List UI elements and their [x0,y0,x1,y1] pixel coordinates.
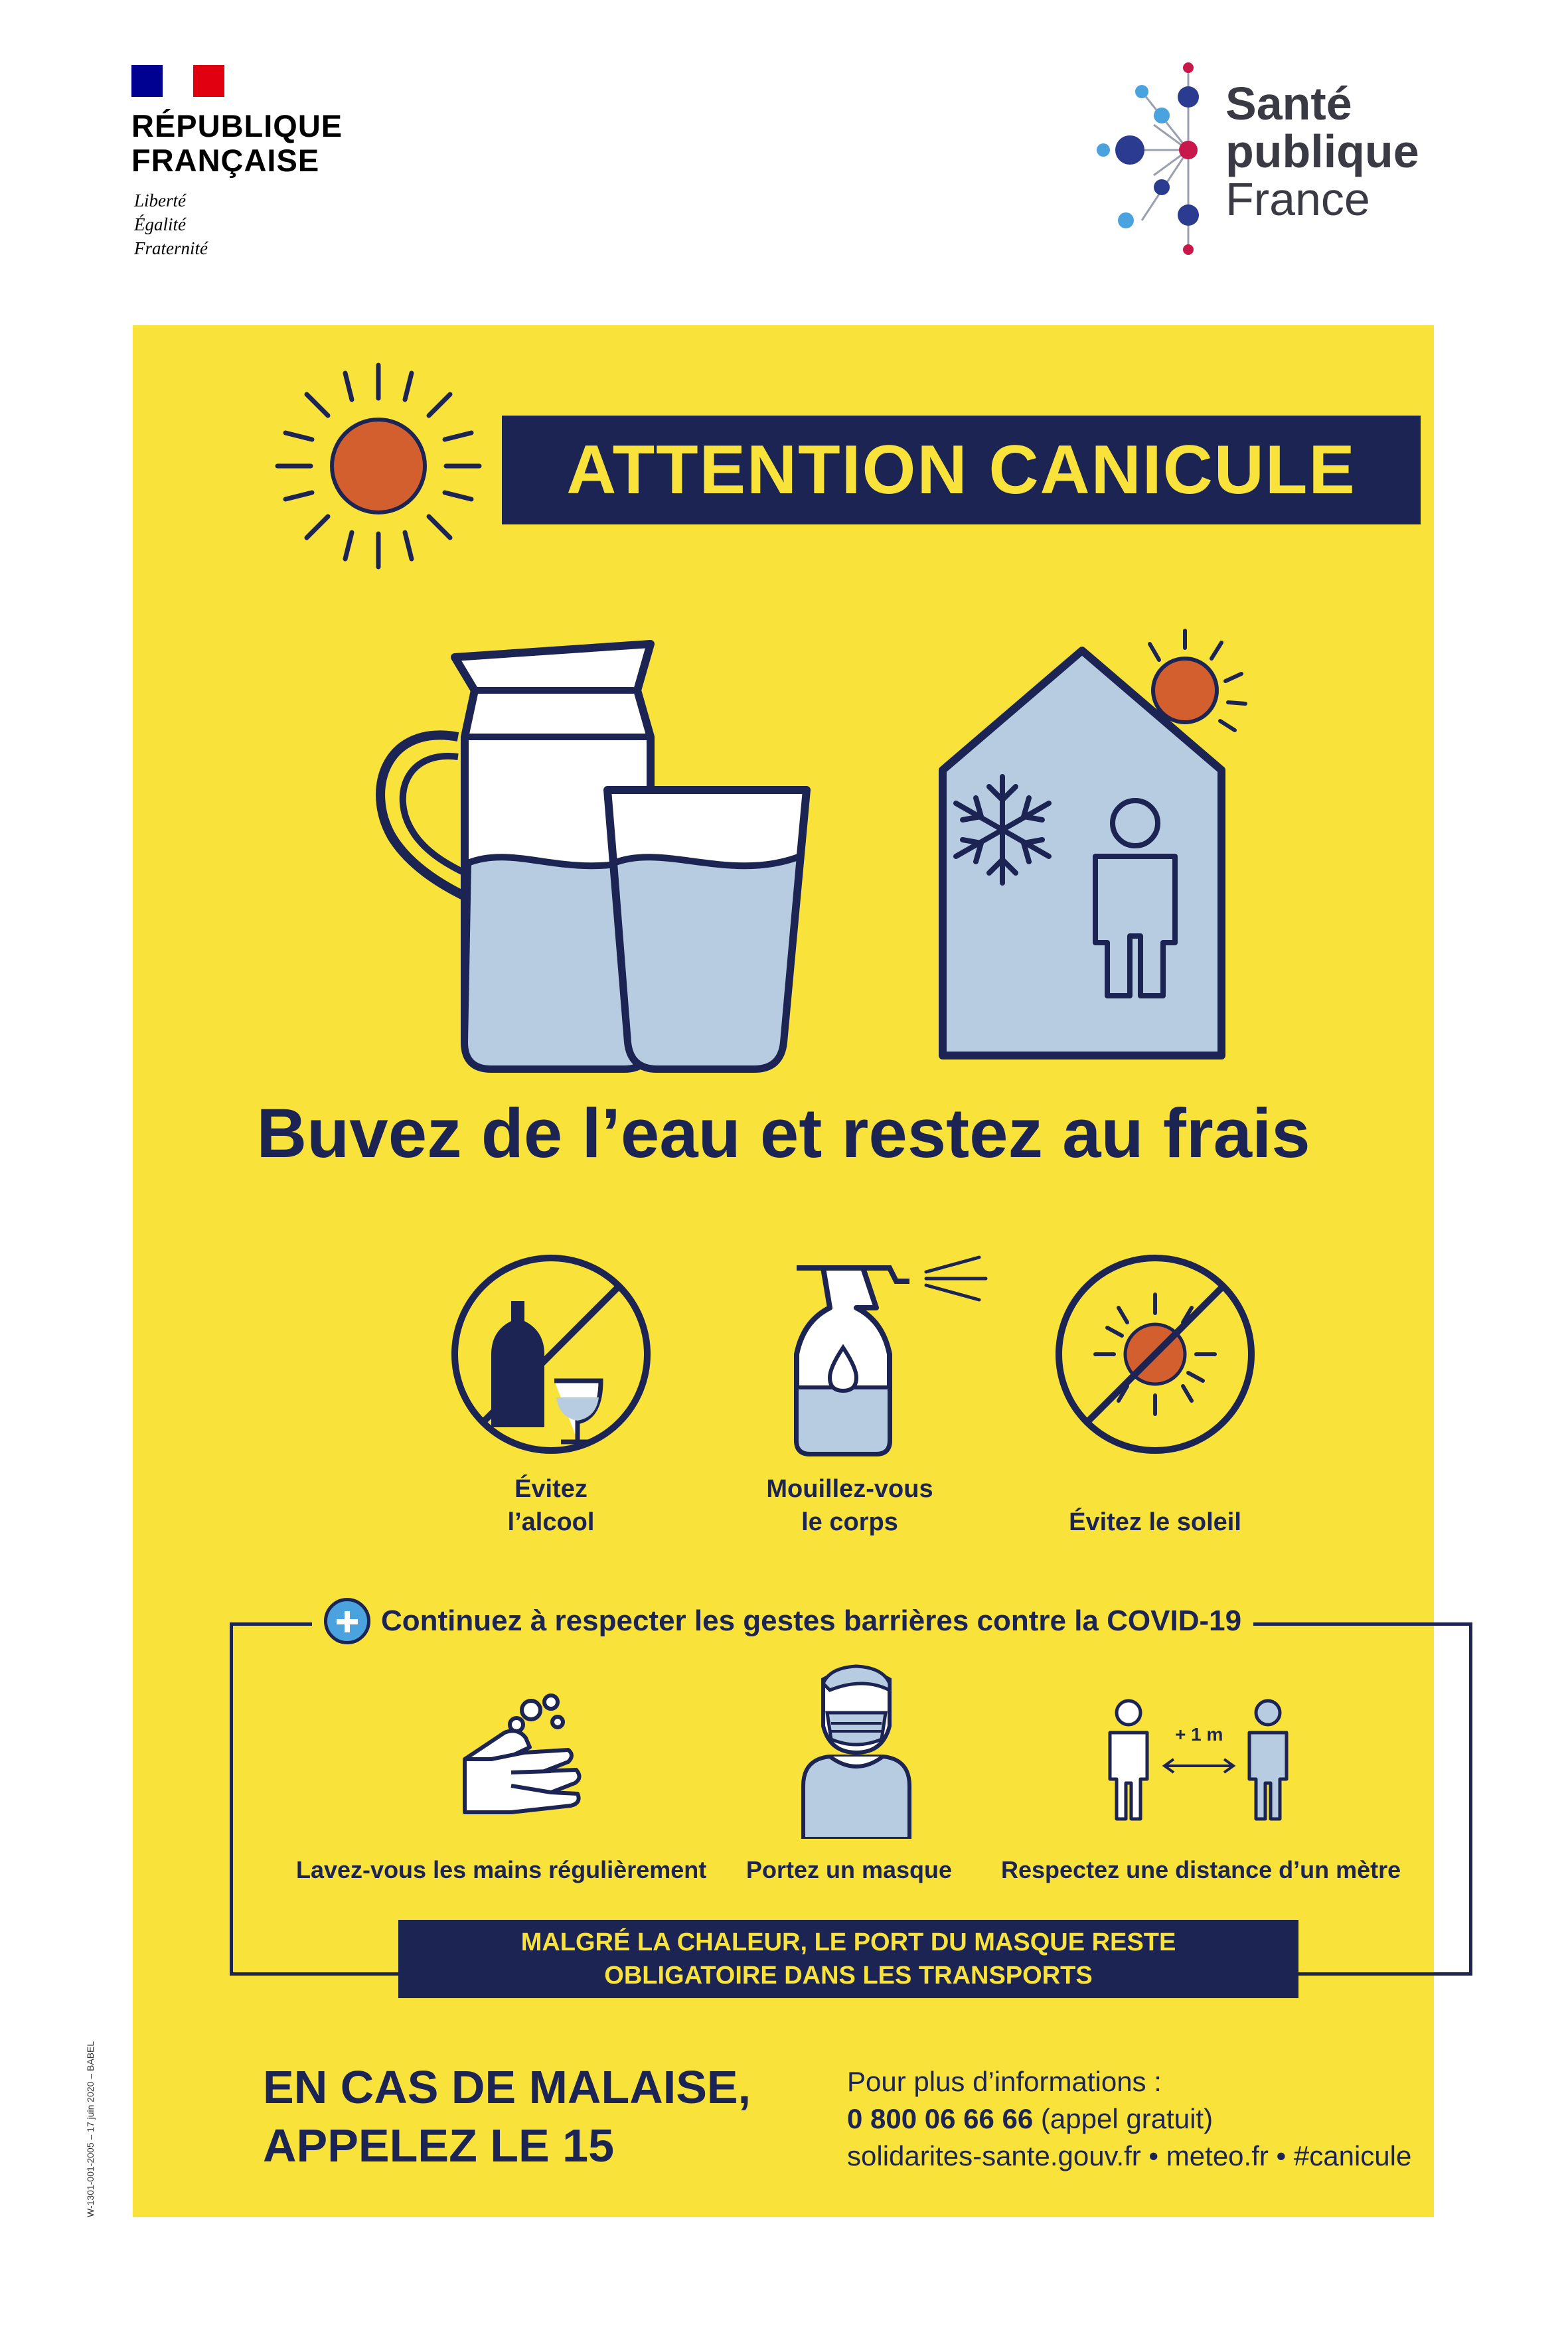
title-banner [502,416,1421,524]
phone-number[interactable]: 0 800 06 66 66 [847,2103,1034,2134]
info-intro: Pour plus d’informations : [847,2066,1162,2097]
gesture-keep-distance: Respectez une distance d’un mètre [1001,1856,1401,1883]
cool-house-icon [929,624,1261,1062]
hand-washing-icon [451,1686,597,1832]
distance-label: + 1 m [1175,1724,1223,1745]
rf-name: RÉPUBLIQUE FRANÇAISE [131,108,343,178]
tip-avoid-alcohol: Évitez l’alcool [507,1475,595,1536]
tip-wet-body: Mouillez-vous le corps [766,1475,933,1536]
republique-francaise-logo [131,65,410,264]
social-distance-icon [1102,1693,1301,1826]
face-mask-icon [790,1660,923,1839]
sun-icon [272,360,485,572]
plus-icon [324,1598,370,1644]
poster-title: ATTENTION CANICULE [566,431,1356,509]
spf-wordmark: Santé publique France [1225,78,1419,225]
pitcher-and-glass-icon [358,617,823,1082]
rf-motto: Liberté Égalité Fraternité [134,191,208,258]
mask-transport-notice: MALGRÉ LA CHALEUR, LE PORT DU MASQUE RESTE OBLIGATOIRE DANS LES TRANSPORTS [398,1920,1298,1998]
print-reference: W-1301-001-2005 – 17 juin 2020 – BABEL [85,2041,96,2217]
tip-avoid-sun: Évitez le soleil [1069,1508,1241,1536]
headline: Buvez de l’eau et restez au frais [256,1095,1310,1172]
info-links[interactable]: solidarites-sante.gouv.fr • meteo.fr • #canicule [847,2140,1412,2171]
french-flag-icon [131,65,224,97]
sante-publique-france-logo [1095,61,1467,260]
phone-line [847,2100,1411,2138]
no-alcohol-icon [445,1248,657,1460]
info-block [847,2063,1411,2175]
gesture-wash-hands: Lavez-vous les mains régulièrement [296,1856,707,1883]
covid-title: Continuez à respecter les gestes barrières contre la COVID-19 [381,1605,1242,1637]
no-sun-icon [1049,1248,1261,1460]
molecule-icon [1095,61,1221,260]
covid-heading [312,1595,1253,1648]
emergency-message: EN CAS DE MALAISE, APPELEZ LE 15 [263,2061,751,2171]
gesture-wear-mask: Portez un masque [746,1856,953,1883]
water-spray-icon [783,1248,996,1460]
phone-note: (appel gratuit) [1033,2103,1214,2134]
